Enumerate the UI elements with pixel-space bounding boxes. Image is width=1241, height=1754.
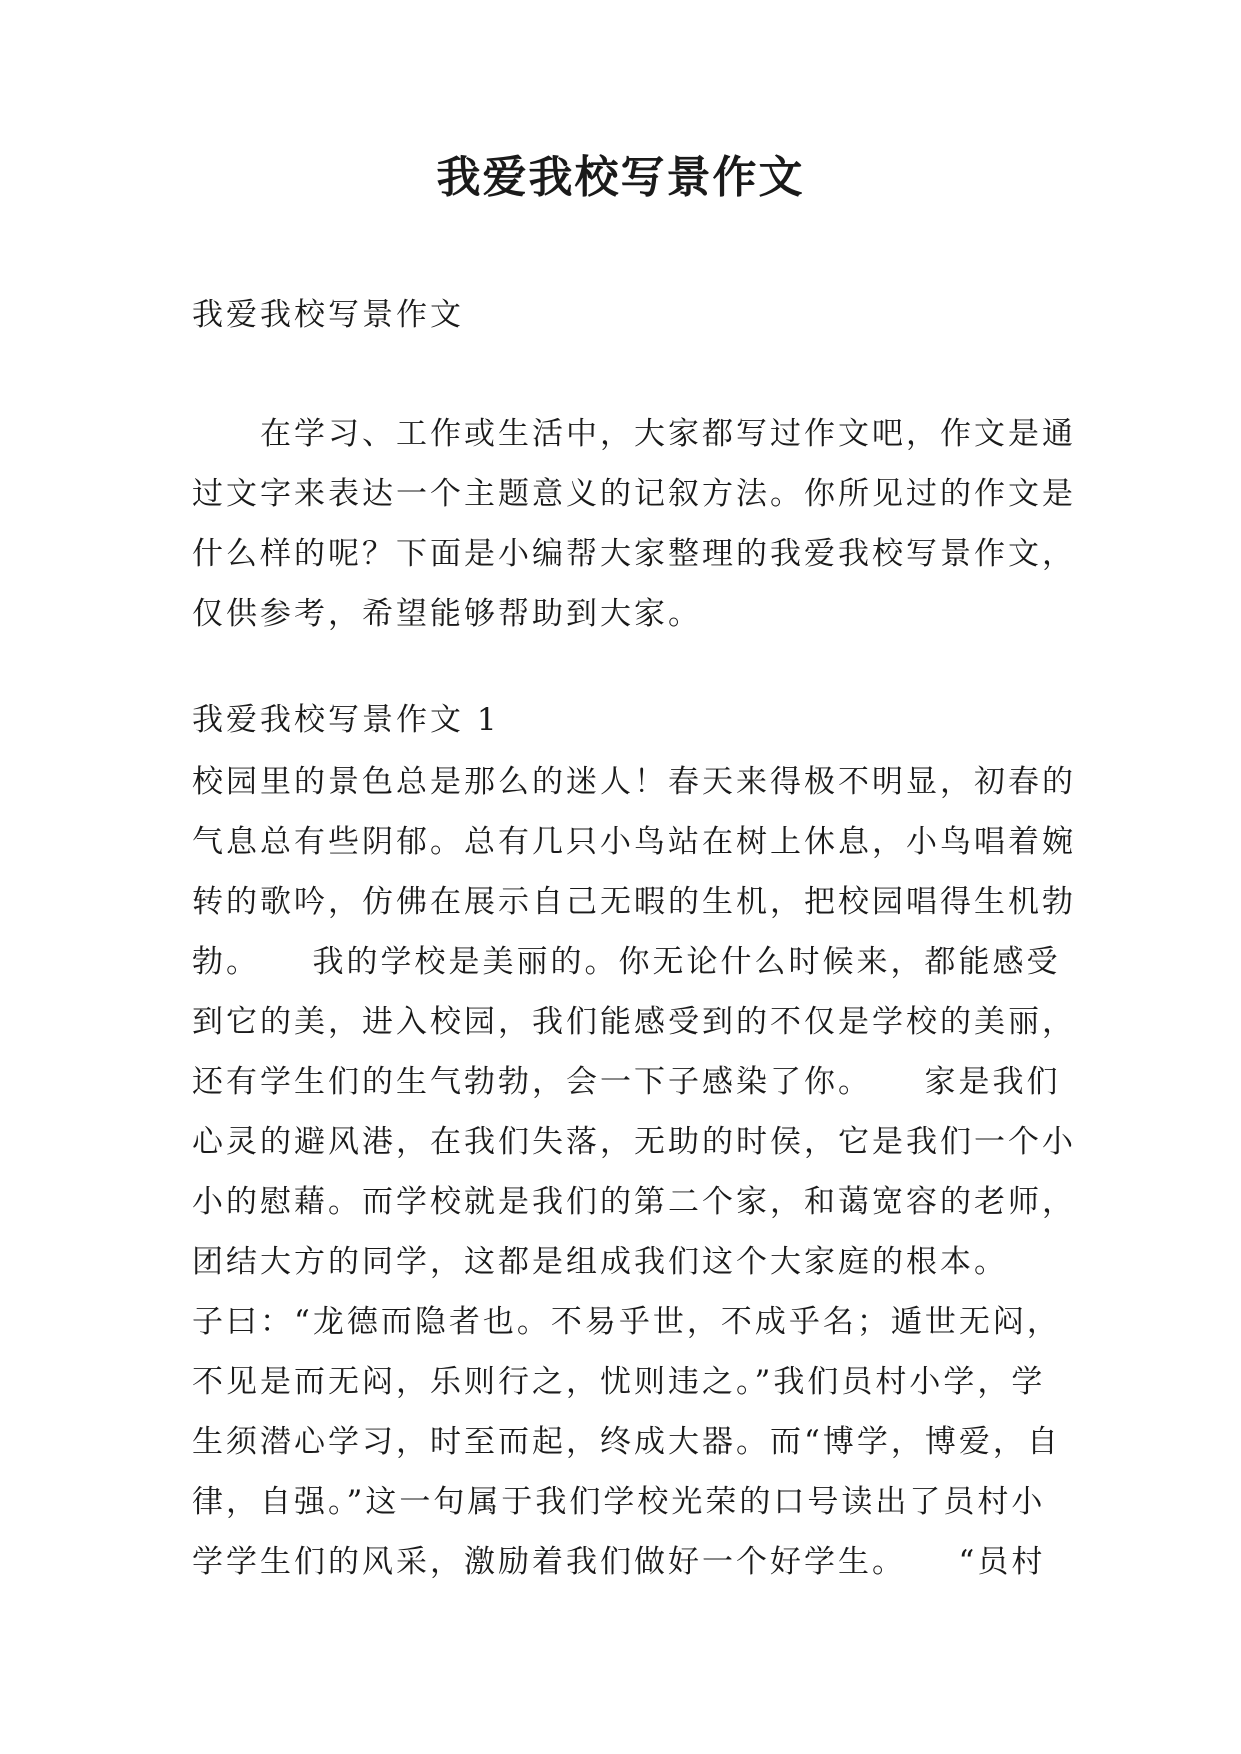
intro-line: 什么样的呢？下面是小编帮大家整理的我爱我校写景作文， (192, 536, 1076, 572)
body-line: 不见是而无闷，乐则行之，忧则违之。”我们员村小学，学 (192, 1364, 1046, 1400)
body-line: 团结大方的同学，这都是组成我们这个大家庭的根本。 (192, 1244, 1008, 1280)
intro-line: 过文字来表达一个主题意义的记叙方法。你所见过的作文是 (192, 476, 1076, 512)
body-line: 到它的美，进入校园，我们能感受到的不仅是学校的美丽， (192, 1004, 1076, 1040)
document-title: 我爱我校写景作文 (436, 152, 805, 203)
section-heading: 我爱我校写景作文 1 (192, 702, 500, 738)
document-subtitle: 我爱我校写景作文 (192, 297, 464, 333)
body-line: 心灵的避风港，在我们失落，无助的时侯，它是我们一个小 (192, 1124, 1076, 1160)
intro-paragraph (192, 404, 1076, 644)
body-line: 气息总有些阴郁。总有几只小鸟站在树上休息，小鸟唱着婉 (192, 824, 1076, 860)
body-line: 小的慰藉。而学校就是我们的第二个家，和蔼宽容的老师， (192, 1184, 1076, 1220)
body-line: 生须潜心学习，时至而起，终成大器。而“博学，博爱，自 (192, 1424, 1061, 1460)
intro-line: 仅供参考，希望能够帮助到大家。 (192, 596, 702, 632)
body-paragraph (192, 752, 1076, 1592)
intro-line: 在学习、工作或生活中，大家都写过作文吧，作文是通 (192, 416, 1076, 452)
body-line: 校园里的景色总是那么的迷人！春天来得极不明显，初春的 (192, 764, 1076, 800)
body-line: 学学生们的风采，激励着我们做好一个好学生。 “员村 (192, 1544, 1046, 1580)
body-line: 子曰：“龙德而隐者也。不易乎世，不成乎名；遁世无闷， (192, 1304, 1061, 1340)
body-line: 还有学生们的生气勃勃，会一下子感染了你。 家是我们 (192, 1064, 1061, 1100)
body-line: 转的歌吟，仿佛在展示自己无暇的生机，把校园唱得生机勃 (192, 884, 1076, 920)
body-line: 勃。 我的学校是美丽的。你无论什么时候来，都能感受 (192, 944, 1061, 980)
body-line: 律，自强。”这一句属于我们学校光荣的口号读出了员村小 (192, 1484, 1046, 1520)
